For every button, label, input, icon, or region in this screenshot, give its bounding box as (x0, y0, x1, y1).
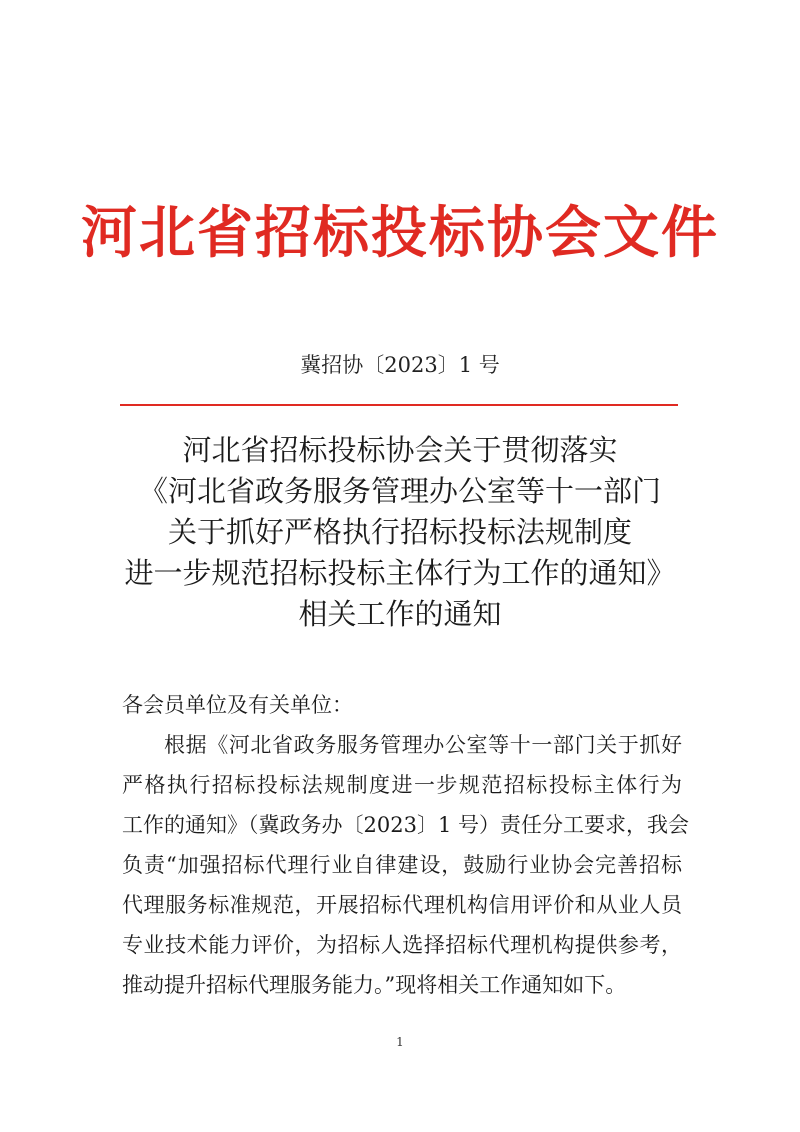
paragraph-line: 负责“加强招标代理行业自律建设，鼓励行业协会完善招标 (122, 853, 682, 877)
org-document-header: 河北省招标投标协会文件 (81, 200, 719, 266)
page-number: 1 (396, 1035, 404, 1049)
salutation: 各会员单位及有关单位： (122, 693, 353, 717)
notice-title-line: 《河北省政务服务管理办公室等十一部门 (138, 474, 661, 508)
document-number: 冀招协〔2023〕1 号 (300, 353, 500, 377)
header-divider (120, 404, 678, 406)
notice-title-line: 关于抓好严格执行招标投标法规制度 (167, 515, 632, 549)
notice-title-line: 进一步规范招标投标主体行为工作的通知》 (124, 556, 676, 590)
document-body (122, 685, 689, 1005)
paragraph-line: 推动提升招标代理服务能力。”现将相关工作通知如下。 (122, 973, 627, 997)
notice-title (0, 430, 800, 635)
body-paragraph (122, 725, 689, 1005)
notice-title-line: 河北省招标投标协会关于贯彻落实 (182, 433, 618, 467)
notice-title-line: 相关工作的通知 (298, 597, 502, 631)
paragraph-line: 工作的通知》（冀政务办〔2023〕1 号）责任分工要求，我会 (122, 813, 689, 837)
paragraph-line: 专业技术能力评价，为招标人选择招标代理机构提供参考， (122, 933, 682, 957)
paragraph-line: 根据《河北省政务服务管理办公室等十一部门关于抓好 (164, 733, 682, 757)
paragraph-line: 严格执行招标投标法规制度进一步规范招标投标主体行为 (122, 773, 682, 797)
paragraph-line: 代理服务标准规范，开展招标代理机构信用评价和从业人员 (122, 893, 682, 917)
